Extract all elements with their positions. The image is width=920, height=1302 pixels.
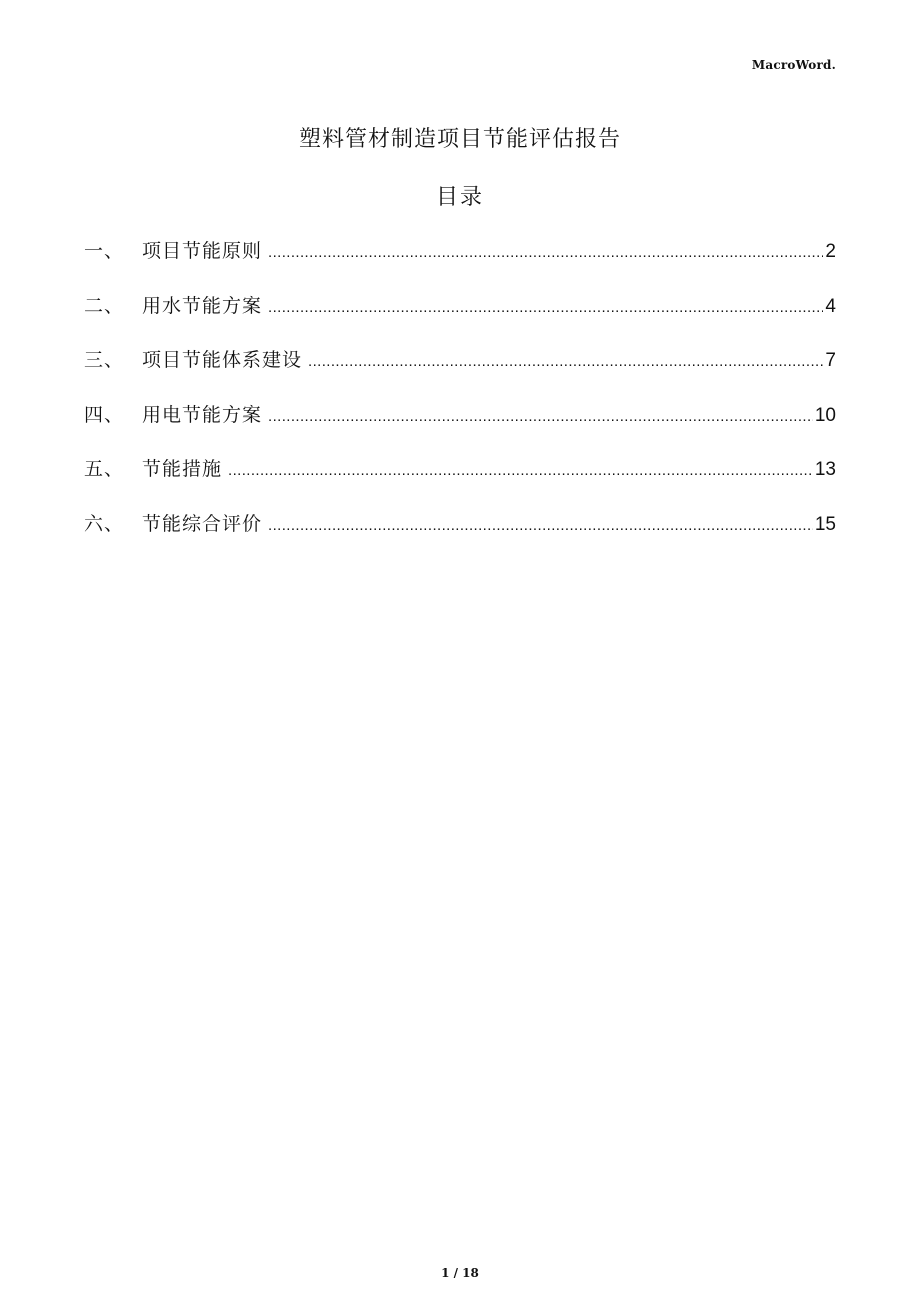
page-indicator: 1 / 18 xyxy=(441,1266,479,1280)
toc-entry-number: 四、 xyxy=(84,403,125,426)
toc-entry-label: 项目节能体系建设 xyxy=(142,349,303,372)
toc-dot-leader xyxy=(268,244,823,261)
toc-entry[interactable] xyxy=(84,509,836,564)
toc-entry[interactable] xyxy=(84,400,836,455)
toc-dot-leader xyxy=(228,462,813,479)
toc-entry-label: 用水节能方案 xyxy=(142,294,263,317)
toc-entry-label: 节能综合评价 xyxy=(142,512,263,535)
toc-entry-page: 7 xyxy=(825,350,836,372)
toc-entry-label: 节能措施 xyxy=(142,458,223,481)
toc-entry-page: 13 xyxy=(814,459,836,481)
toc-entry-page: 10 xyxy=(814,404,836,426)
toc-entry[interactable] xyxy=(84,454,836,509)
toc-entry-label: 项目节能原则 xyxy=(142,240,263,262)
toc-entry-label: 用电节能方案 xyxy=(142,403,263,426)
toc-dot-leader xyxy=(268,408,813,425)
toc-dot-leader xyxy=(268,517,813,534)
toc-entry[interactable] xyxy=(84,345,836,400)
toc-dot-leader xyxy=(268,299,823,316)
toc-entry-number: 三、 xyxy=(84,349,125,372)
toc-entry-number: 一、 xyxy=(84,240,125,262)
toc-entry-page: 2 xyxy=(825,241,836,262)
toc-entry-page: 15 xyxy=(814,513,836,535)
toc-entry-number: 五、 xyxy=(84,458,125,481)
toc-entry-number: 六、 xyxy=(84,512,125,535)
toc-dot-leader xyxy=(308,353,823,370)
document-title: 塑料管材制造项目节能评估报告 xyxy=(298,127,621,152)
table-of-contents xyxy=(84,236,836,564)
header-brand: MacroWord. xyxy=(751,58,836,72)
toc-entry[interactable] xyxy=(84,236,836,291)
toc-entry[interactable] xyxy=(84,291,836,346)
toc-heading: 目录 xyxy=(435,185,484,210)
toc-entry-page: 4 xyxy=(825,295,836,317)
toc-entry-number: 二、 xyxy=(84,294,125,317)
